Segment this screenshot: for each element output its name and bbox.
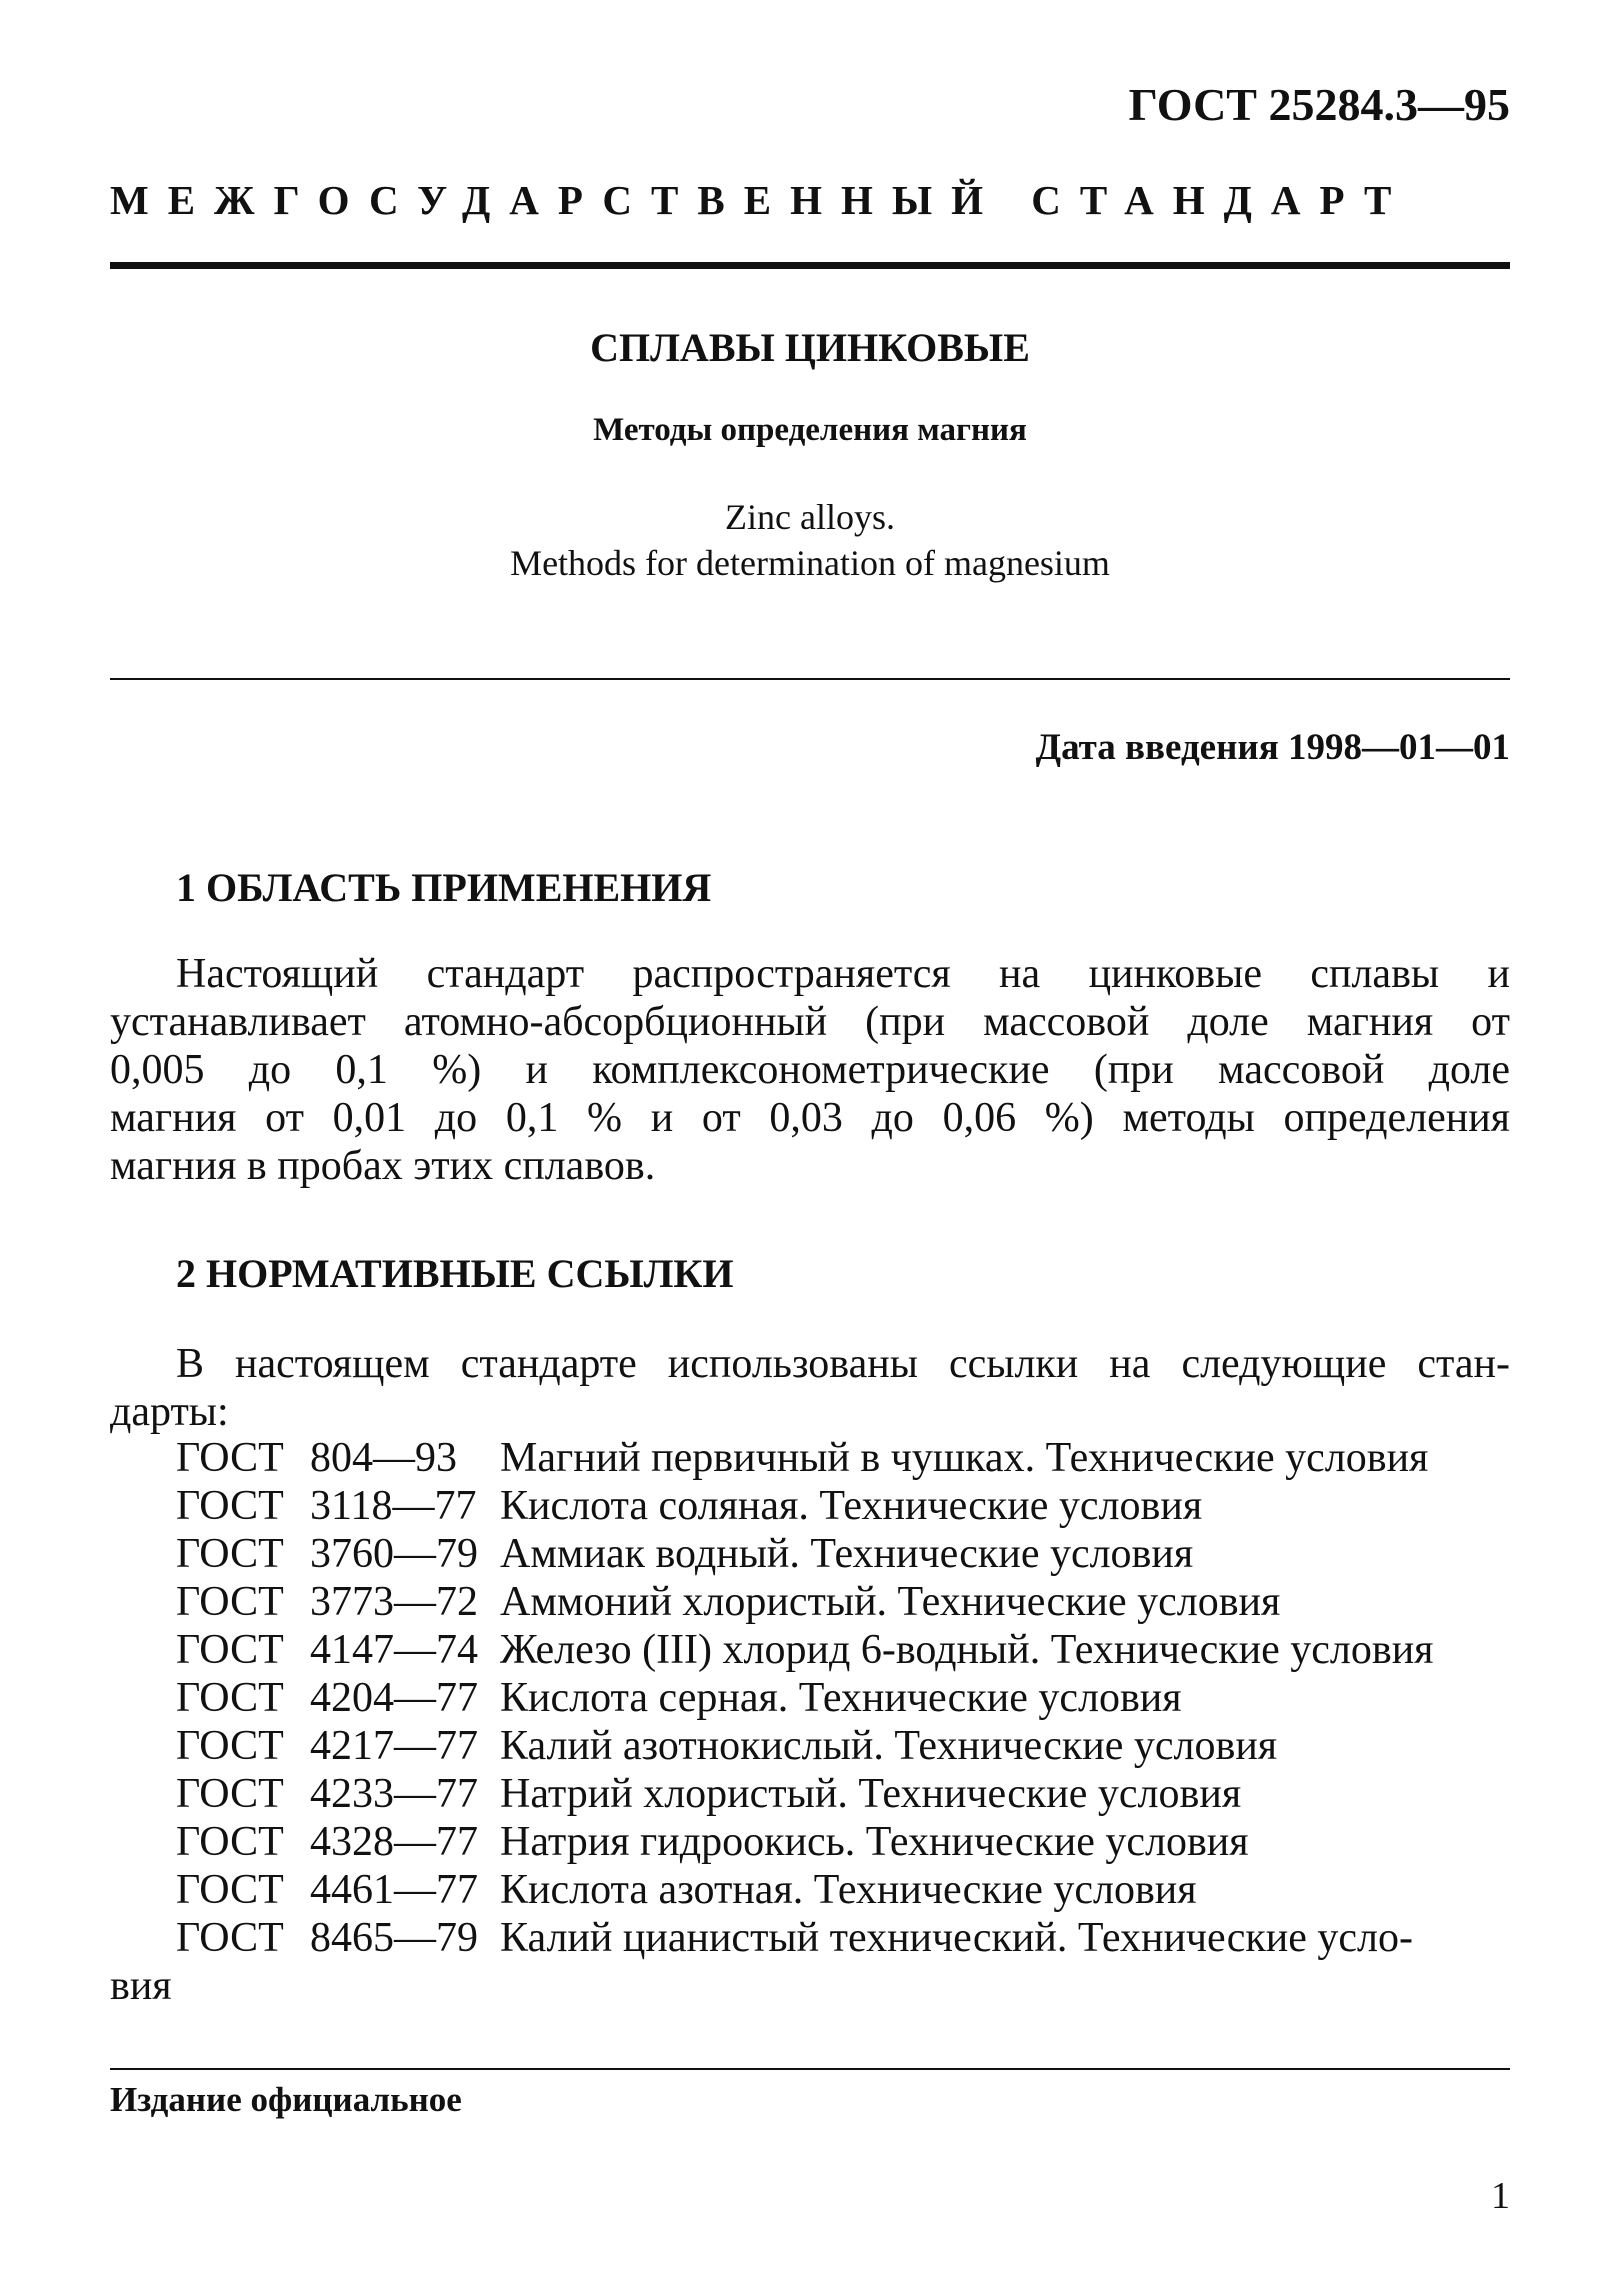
reference-item xyxy=(176,1578,1516,1626)
reference-title: Калий азотнокислый. Технические условия xyxy=(500,1723,1278,1769)
reference-title: Кислота соляная. Технические условия xyxy=(500,1483,1203,1529)
reference-title: Кислота серная. Технические условия xyxy=(500,1675,1182,1721)
paragraph-line: устанавливает атомно-абсорбционный (при массовой доле магния от xyxy=(110,999,1510,1045)
paragraph-line: магния в пробах этих сплавов. xyxy=(110,1143,656,1189)
reference-title: Кислота азотная. Технические условия xyxy=(500,1867,1197,1913)
reference-title: Аммоний хлористый. Технические условия xyxy=(500,1579,1281,1625)
reference-number: 4461—77 xyxy=(310,1867,478,1913)
reference-number: 3773—72 xyxy=(310,1579,478,1625)
reference-item xyxy=(176,1722,1516,1770)
reference-code: ГОСТ xyxy=(176,1579,284,1625)
reference-code: ГОСТ xyxy=(176,1723,284,1769)
reference-item xyxy=(176,1914,1516,1962)
section-2-text xyxy=(110,1340,1510,1436)
reference-continuation: вия xyxy=(110,1963,172,2009)
reference-code: ГОСТ xyxy=(176,1771,284,1817)
standard-header: МЕЖГОСУДАРСТВЕННЫЙ СТАНДАРТ xyxy=(110,177,1411,223)
reference-item xyxy=(176,1530,1516,1578)
reference-title: Железо (III) хлорид 6-водный. Технические условия xyxy=(500,1627,1434,1673)
reference-list xyxy=(176,1434,1516,1962)
reference-item xyxy=(176,1674,1516,1722)
reference-title: Натрия гидроокись. Технические условия xyxy=(500,1819,1249,1865)
reference-number: 4328—77 xyxy=(310,1819,478,1865)
reference-number: 4204—77 xyxy=(310,1675,478,1721)
reference-item xyxy=(176,1482,1516,1530)
reference-code: ГОСТ xyxy=(176,1435,284,1481)
reference-code: ГОСТ xyxy=(176,1675,284,1721)
reference-number: 4233—77 xyxy=(310,1771,478,1817)
title-ru: СПЛАВЫ ЦИНКОВЫЕ xyxy=(590,325,1030,370)
reference-number: 804—93 xyxy=(310,1435,457,1481)
reference-item xyxy=(176,1818,1516,1866)
intro-date: Дата введения 1998—01—01 xyxy=(1035,727,1510,768)
reference-number: 3118—77 xyxy=(310,1483,477,1529)
paragraph-line: дарты: xyxy=(110,1389,229,1435)
page-number: 1 xyxy=(1491,2175,1510,2217)
doc-number: ГОСТ 25284.3—95 xyxy=(1128,79,1510,130)
title-en-line2: Methods for determination of magnesium xyxy=(510,543,1110,583)
paragraph-line: Настоящий стандарт распространяется на цинковые сплавы и xyxy=(176,951,1510,997)
paragraph-line: В настоящем стандарте использованы ссылки на следующие стан- xyxy=(176,1341,1510,1387)
section-2-heading: 2 НОРМАТИВНЫЕ ССЫЛКИ xyxy=(176,1251,734,1296)
reference-code: ГОСТ xyxy=(176,1819,284,1865)
reference-item xyxy=(176,1866,1516,1914)
paragraph-line: магния от 0,01 до 0,1 % и от 0,03 до 0,06 %) методы определения xyxy=(110,1095,1510,1141)
reference-code: ГОСТ xyxy=(176,1915,284,1961)
reference-code: ГОСТ xyxy=(176,1867,284,1913)
footer-rule xyxy=(110,2068,1510,2070)
reference-code: ГОСТ xyxy=(176,1531,284,1577)
reference-title: Магний первичный в чушках. Технические условия xyxy=(500,1435,1429,1481)
reference-code: ГОСТ xyxy=(176,1627,284,1673)
reference-code: ГОСТ xyxy=(176,1483,284,1529)
title-rule xyxy=(110,678,1510,680)
section-1-text xyxy=(110,950,1510,1190)
reference-item xyxy=(176,1626,1516,1674)
reference-title: Калий цианистый технический. Технические усло- xyxy=(500,1915,1413,1961)
section-1-heading: 1 ОБЛАСТЬ ПРИМЕНЕНИЯ xyxy=(176,865,712,910)
reference-number: 3760—79 xyxy=(310,1531,478,1577)
reference-number: 4147—74 xyxy=(310,1627,478,1673)
reference-item xyxy=(176,1434,1516,1482)
reference-number: 8465—79 xyxy=(310,1915,478,1961)
reference-number: 4217—77 xyxy=(310,1723,478,1769)
reference-title: Аммиак водный. Технические условия xyxy=(500,1531,1194,1577)
header-rule xyxy=(110,262,1510,269)
edition-note: Издание официальное xyxy=(110,2080,462,2119)
subtitle-ru: Методы определения магния xyxy=(593,412,1027,448)
paragraph-line: 0,005 до 0,1 %) и комплексонометрические (при массовой доле xyxy=(110,1047,1510,1093)
title-en-line1: Zinc alloys. xyxy=(725,497,895,537)
reference-title: Натрий хлористый. Технические условия xyxy=(500,1771,1242,1817)
reference-item xyxy=(176,1770,1516,1818)
